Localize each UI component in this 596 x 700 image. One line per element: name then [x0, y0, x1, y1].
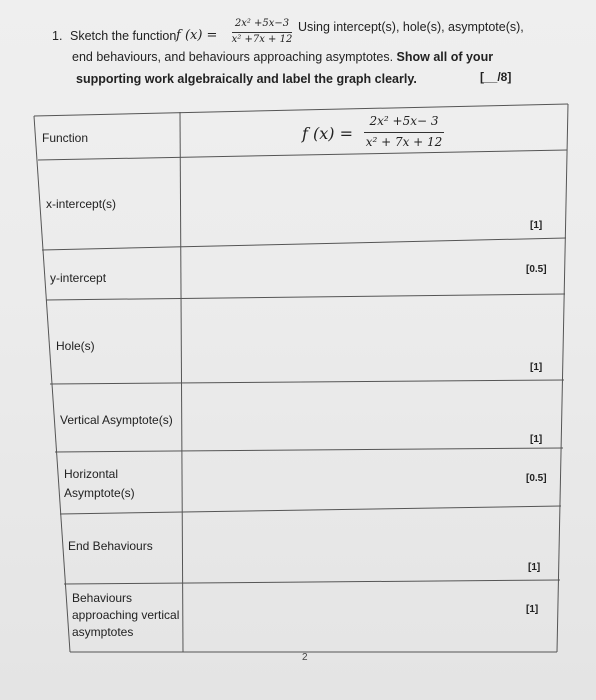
row-behaviours-vertical-label-3: asymptotes — [72, 625, 134, 639]
header-function-label: Function — [42, 131, 89, 145]
question-fraction-bar — [232, 32, 292, 33]
row-vertical-asymptotes-answer[interactable] — [186, 384, 560, 448]
row-holes-answer[interactable] — [186, 298, 560, 380]
row-vertical-asymptotes-label: Vertical Asymptote(s) — [60, 413, 173, 427]
row-behaviours-vertical-mark: [1] — [526, 604, 539, 615]
question-numerator: 2x² +5x−3 — [234, 18, 290, 29]
row-x-intercepts-mark: [1] — [530, 220, 543, 231]
question-line2-regular: end behaviours, and behaviours approaching asymptotes. — [72, 50, 394, 64]
row-end-behaviours-answer[interactable] — [186, 510, 558, 580]
question-fx: f (x) = — [176, 28, 218, 43]
question-lead: Sketch the function — [70, 29, 177, 43]
row-behaviours-vertical-answer[interactable] — [186, 584, 556, 650]
header-numerator: 2x² +5x− 3 — [369, 114, 439, 128]
row-holes-mark: [1] — [530, 362, 543, 373]
row-y-intercept-label: y-intercept — [50, 271, 107, 285]
row-y-intercept-mark: [0.5] — [526, 264, 547, 275]
row-vertical-asymptotes-mark: [1] — [530, 434, 543, 445]
row-end-behaviours-mark: [1] — [528, 562, 541, 573]
question-line3: supporting work algebraically and label the graph clearly. — [76, 72, 417, 86]
row-holes-label: Hole(s) — [56, 339, 95, 353]
question-line1-tail: Using intercept(s), hole(s), asymptote(s), — [298, 20, 524, 34]
question-number: 1. — [52, 29, 63, 43]
row-horizontal-asymptotes-answer[interactable] — [186, 450, 560, 508]
row-horizontal-asymptotes-mark: [0.5] — [526, 473, 547, 484]
header-fx: f (x) = — [302, 124, 354, 143]
row-y-intercept-answer[interactable] — [186, 242, 560, 294]
page-number: 2 — [302, 652, 308, 663]
row-end-behaviours-label: End Behaviours — [68, 539, 153, 553]
header-fraction-bar — [364, 132, 444, 133]
question-line2-bold: Show all of your — [396, 50, 494, 64]
row-x-intercepts-label: x-intercept(s) — [46, 197, 117, 211]
row-behaviours-vertical-label-1: Behaviours — [72, 591, 133, 605]
row-horizontal-asymptotes-label-2: Asymptote(s) — [64, 486, 135, 500]
header-denominator: x² + 7x + 12 — [365, 135, 443, 149]
question-line2 — [72, 50, 493, 64]
row-x-intercepts-answer[interactable] — [186, 156, 560, 242]
question-denominator: x² +7x + 12 — [231, 34, 293, 45]
row-behaviours-vertical-label-2: approaching vertical — [72, 608, 180, 622]
row-horizontal-asymptotes-label-1: Horizontal — [64, 467, 119, 481]
total-score: [__/8] — [480, 70, 512, 84]
